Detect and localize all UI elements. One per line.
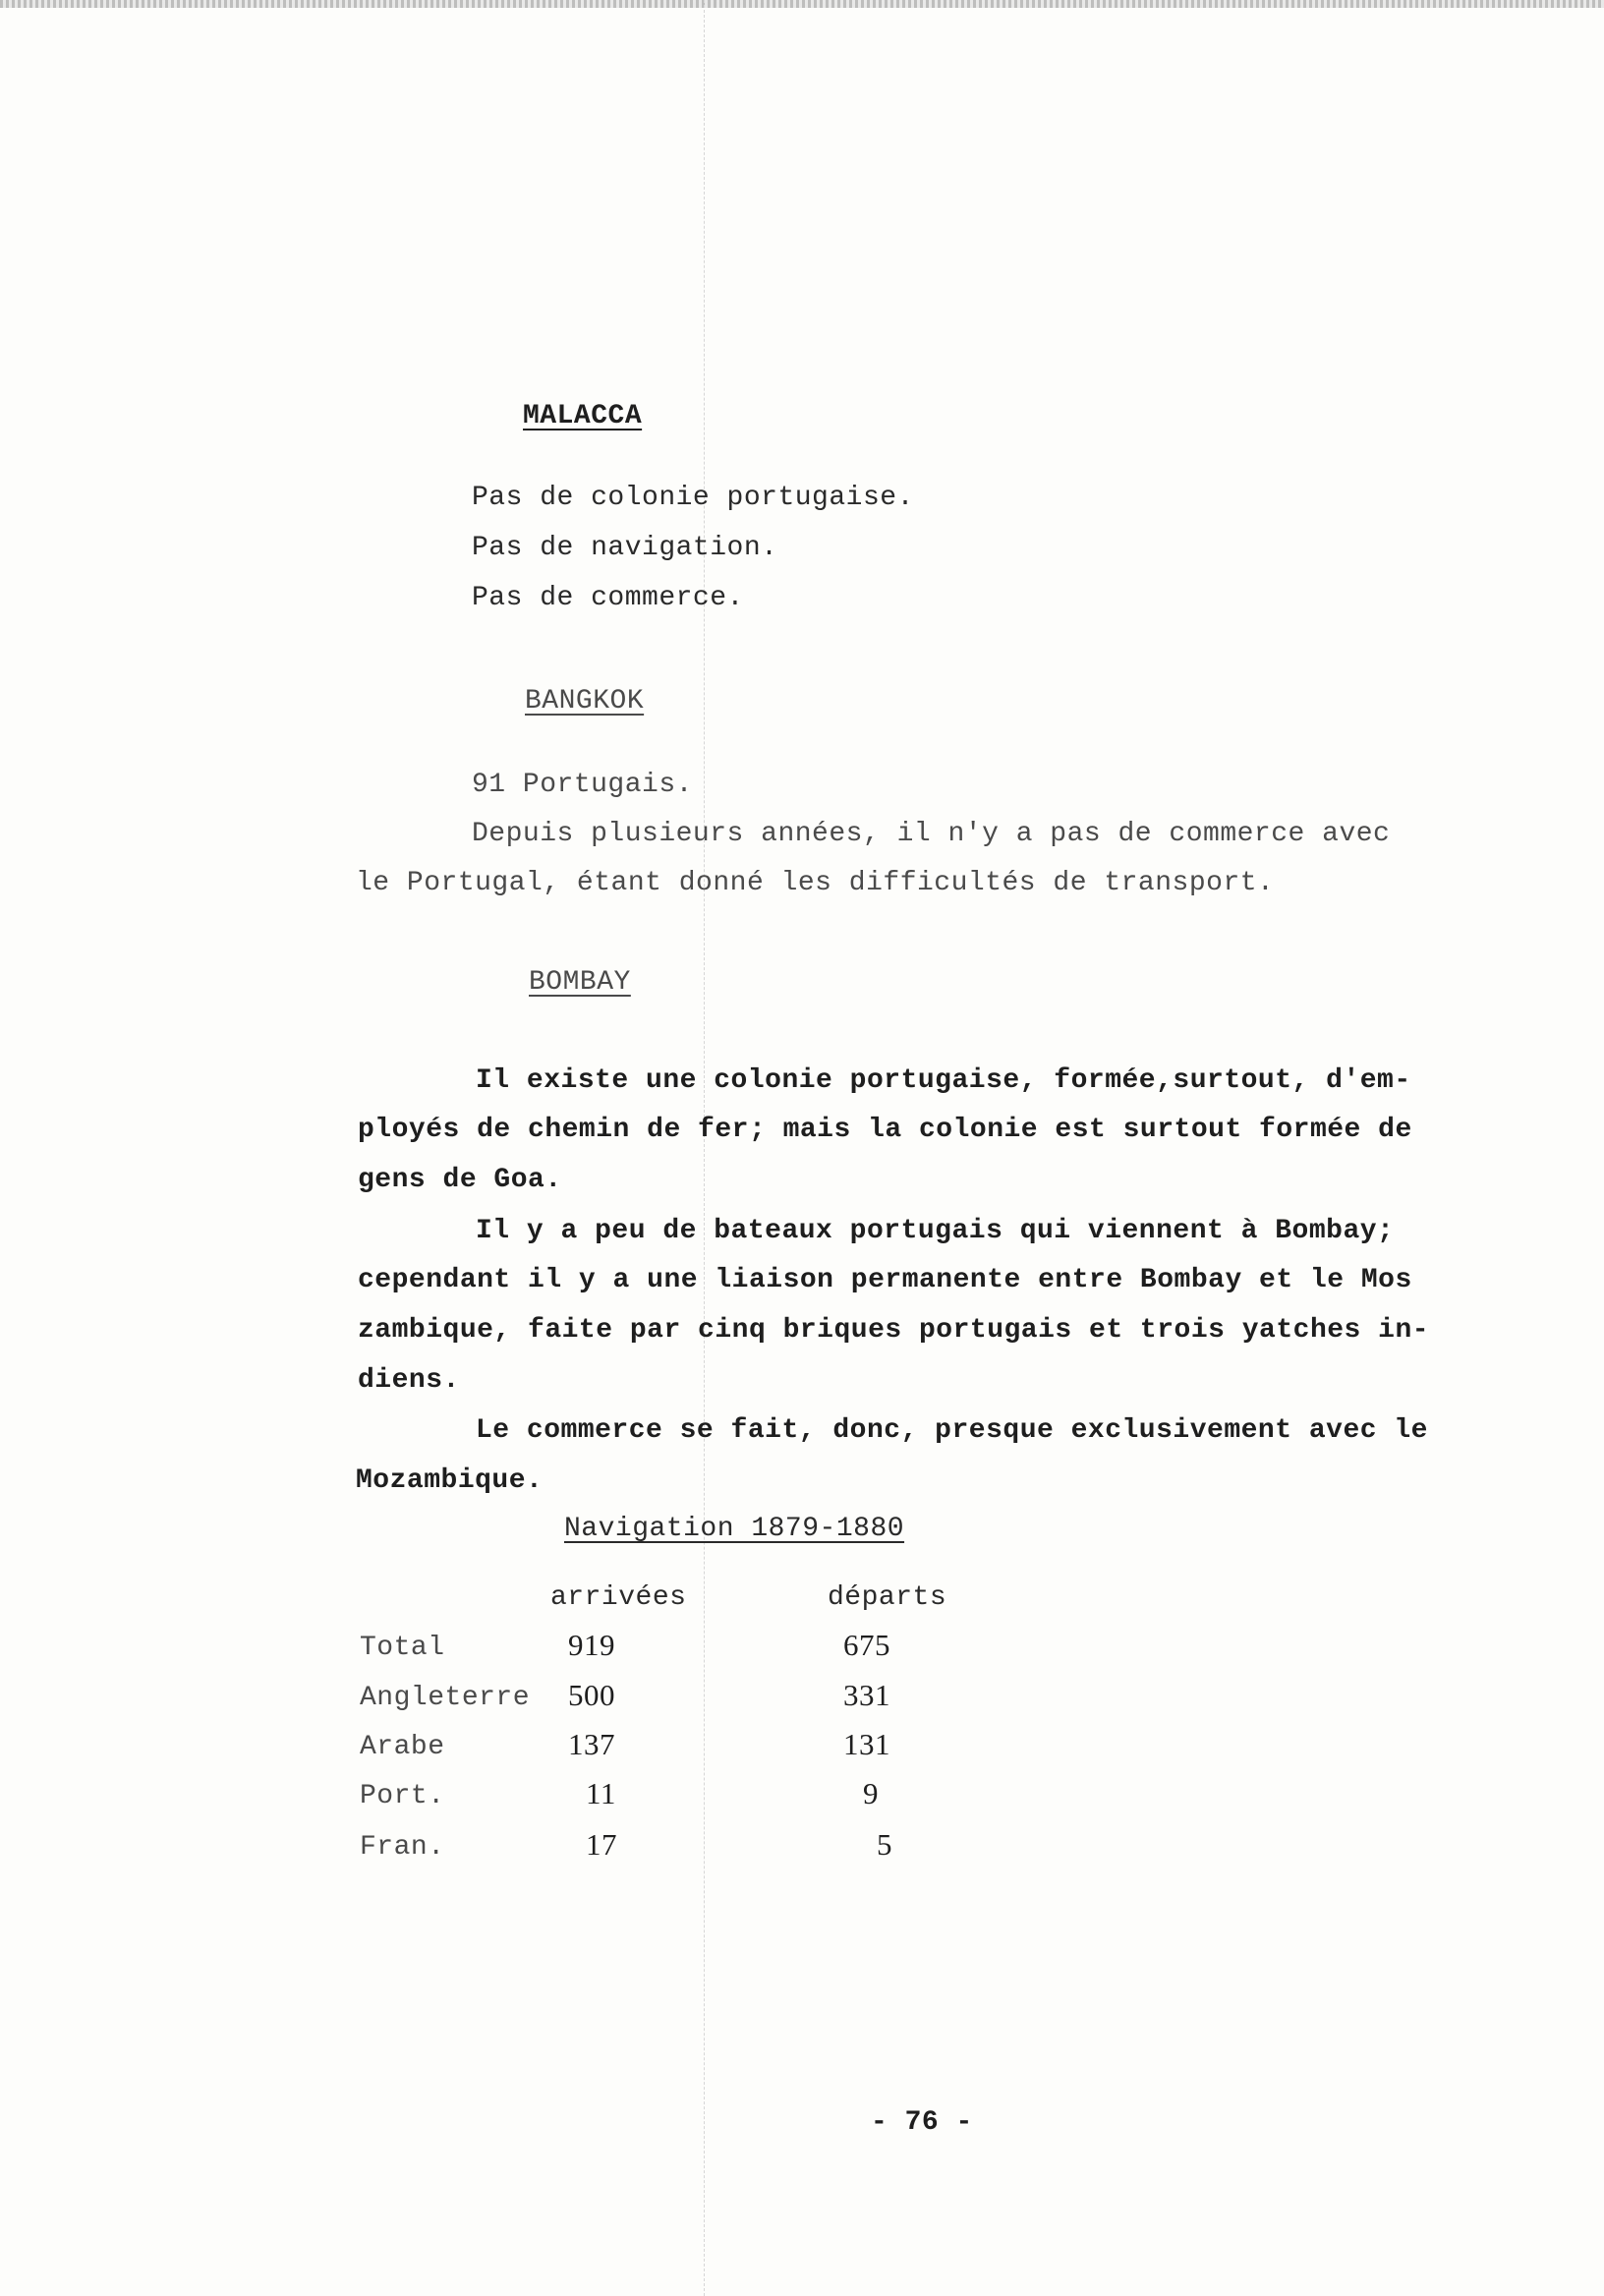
cell-fran-arrivals: 17 [586, 1827, 617, 1862]
cell-fran-departures: 5 [877, 1827, 892, 1862]
cell-arabe-departures: 131 [843, 1727, 890, 1761]
malacca-line-3: Pas de commerce. [472, 583, 744, 613]
malacca-line-1: Pas de colonie portugaise. [472, 483, 914, 513]
bombay-line-3: gens de Goa. [358, 1165, 562, 1195]
row-label-fran: Fran. [360, 1832, 445, 1863]
cell-total-arrivals: 919 [568, 1628, 615, 1662]
page-number: - 76 - [871, 2107, 973, 2138]
cell-total-departures: 675 [843, 1628, 890, 1662]
row-label-angleterre: Angleterre [360, 1683, 531, 1713]
bombay-line-6: zambique, faite par cinq briques portugais et trois yatches in- [358, 1315, 1430, 1346]
bombay-line-5: cependant il y a une liaison permanente entre Bombay et le Mos [358, 1265, 1412, 1295]
bangkok-line-3: le Portugal, étant donné les difficultés de transport. [356, 868, 1275, 898]
bombay-line-7: diens. [358, 1365, 460, 1396]
malacca-heading: MALACCA [523, 401, 643, 431]
cell-port-departures: 9 [863, 1776, 879, 1810]
navigation-title: Navigation 1879-1880 [564, 1514, 905, 1544]
bangkok-line-2: Depuis plusieurs années, il n'y a pas de commerce avec [472, 819, 1391, 849]
row-label-port: Port. [360, 1781, 445, 1811]
column-header-arrivals: arrivées [550, 1582, 687, 1613]
bombay-line-8: Le commerce se fait, donc, presque exclusivement avec le [476, 1415, 1428, 1446]
row-label-arabe: Arabe [360, 1732, 445, 1762]
malacca-line-2: Pas de navigation. [472, 533, 778, 563]
cell-angleterre-arrivals: 500 [568, 1678, 615, 1712]
bombay-line-9: Mozambique. [356, 1465, 544, 1496]
cell-arabe-arrivals: 137 [568, 1727, 615, 1761]
scan-top-edge [0, 0, 1604, 8]
bangkok-heading: BANGKOK [525, 686, 645, 717]
bombay-line-1: Il existe une colonie portugaise, formée,surtout, d'em- [476, 1065, 1411, 1096]
bangkok-line-1: 91 Portugais. [472, 770, 693, 800]
column-header-departures: départs [828, 1582, 947, 1613]
bombay-line-4: Il y a peu de bateaux portugais qui viennent à Bombay; [476, 1216, 1395, 1246]
bombay-line-2: ployés de chemin de fer; mais la colonie est surtout formée de [358, 1115, 1412, 1145]
cell-angleterre-departures: 331 [843, 1678, 890, 1712]
bombay-heading: BOMBAY [529, 967, 631, 998]
row-label-total: Total [360, 1633, 445, 1663]
cell-port-arrivals: 11 [586, 1776, 616, 1810]
